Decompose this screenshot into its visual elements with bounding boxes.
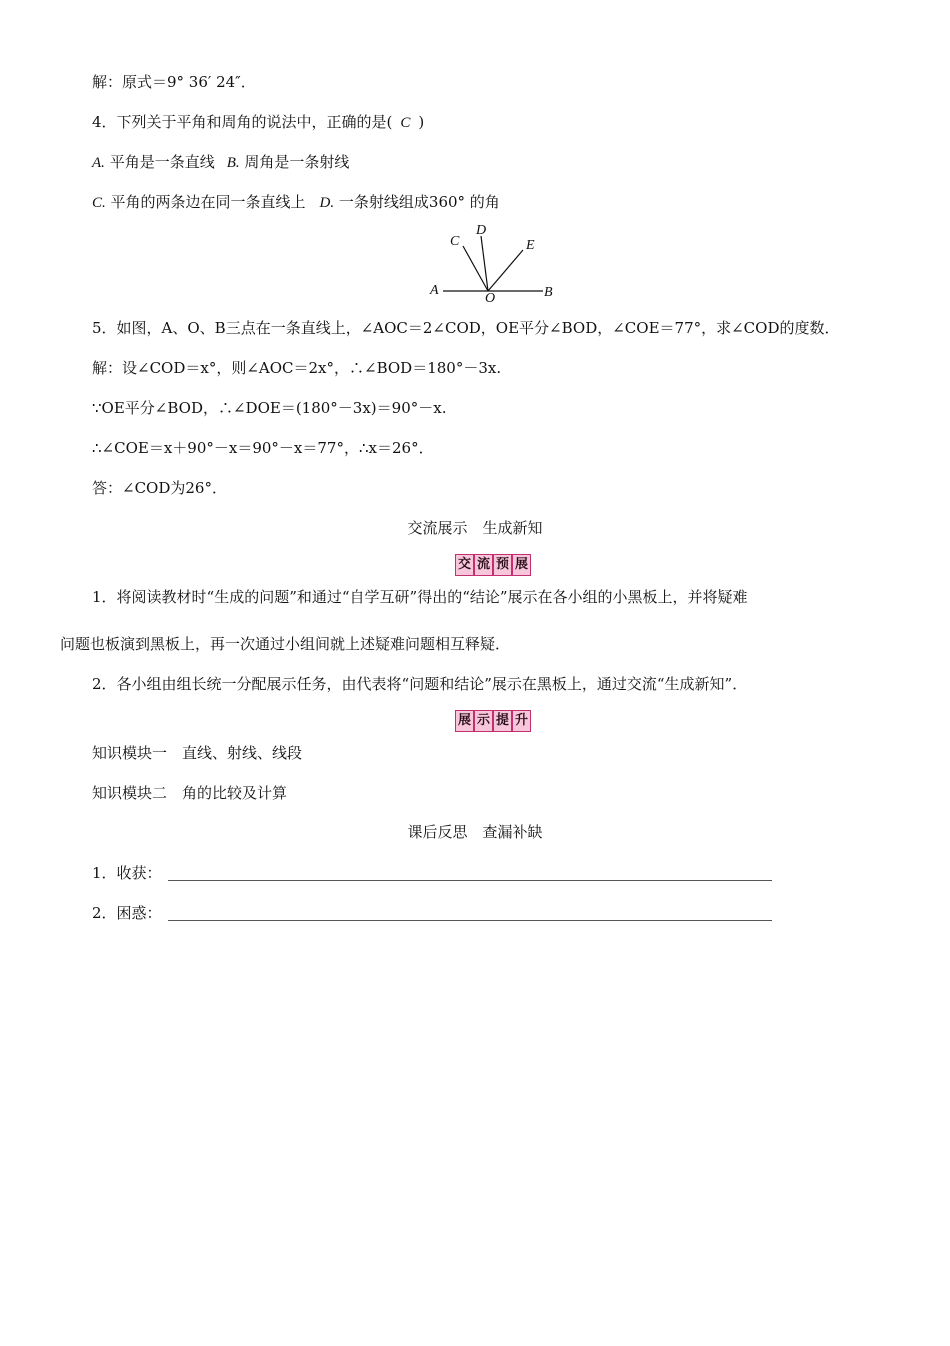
paragraph-2: 2．各小组由组长统一分配展示任务，由代表将“问题和结论”展示在黑板上，通过交流“生成新知”．: [92, 675, 748, 693]
ray-oc: [463, 246, 488, 291]
option-b-letter: B.: [226, 155, 240, 171]
solution-5-line-1: 解：设∠COD＝x°，则∠AOC＝2x°，∴∠BOD＝180°－3x.: [92, 359, 502, 377]
reflection-confusion-label: 2．困惑：: [92, 904, 162, 922]
question-4-stem-end: ): [418, 113, 425, 131]
reflection-confusion-blank: [168, 920, 772, 921]
reflection-gains-blank: [168, 880, 772, 881]
badge-char: 提: [493, 710, 512, 732]
option-b-text: 周角是一条射线: [239, 153, 350, 171]
badge-char: 展: [455, 710, 474, 732]
badge-char: 流: [474, 554, 493, 576]
label-o: O: [485, 291, 496, 306]
label-c: C: [450, 234, 460, 249]
paragraph-1-line-1: 1．将阅读教材时“生成的问题”和通过“自学互研”得出的“结论”展示在各小组的小黑板上，并将疑难: [92, 588, 748, 606]
label-e: E: [526, 238, 535, 253]
angle-figure: [425, 222, 565, 306]
solution-5-answer: 答：∠COD为26°．: [92, 479, 227, 497]
badge-char: 展: [512, 554, 531, 576]
label-d: D: [476, 223, 487, 238]
label-a: A: [430, 283, 439, 298]
solution-line-3: 解：原式＝9° 36′ 24″．: [92, 73, 256, 91]
paragraph-1-line-2: 问题也板演到黑板上，再一次通过小组间就上述疑难问题相互释疑．: [60, 635, 511, 653]
badge-char: 交: [455, 554, 474, 576]
solution-5-line-2: ∵OE平分∠BOD，∴∠DOE＝(180°－3x)＝90°－x.: [92, 399, 447, 417]
option-a-letter: A.: [92, 155, 105, 171]
question-4: [92, 112, 424, 133]
solution-5-line-3: ∴∠COE＝x＋90°－x＝90°－x＝77°，∴x＝26°．: [92, 439, 434, 457]
badge-char: 预: [493, 554, 512, 576]
badge-char: 升: [512, 710, 531, 732]
knowledge-module-1: 知识模块一 直线、射线、线段: [92, 744, 303, 762]
option-c-letter: C.: [92, 195, 106, 211]
ray-od: [481, 236, 488, 291]
label-b: B: [544, 285, 553, 300]
section-title-exchange: 交流展示 生成新知: [407, 519, 543, 537]
badge-exchange-preview: [455, 554, 531, 576]
badge-char: 示: [474, 710, 493, 732]
knowledge-module-2: 知识模块二 角的比较及计算: [92, 784, 288, 802]
option-d-letter: D.: [319, 195, 335, 211]
ray-oe: [488, 250, 523, 291]
option-c-text: 平角的两条边在同一条直线上: [105, 193, 306, 211]
question-5: 5．如图，A、O、B三点在一条直线上，∠AOC＝2∠COD，OE平分∠BOD，∠COE＝77°，求∠COD的度数．: [92, 319, 840, 337]
option-a-text: 平角是一条直线: [104, 153, 215, 171]
badge-show-improve: [455, 710, 531, 732]
reflection-gains-label: 1．收获：: [92, 864, 162, 882]
question-4-options-ab: [92, 152, 349, 173]
question-4-stem: 4．下列关于平角和周角的说法中，正确的是(: [92, 113, 393, 131]
option-d-text: 一条射线组成360° 的角: [334, 193, 500, 211]
question-4-options-cd: [92, 192, 500, 213]
question-4-answer: C: [400, 115, 411, 131]
section-title-reflection: 课后反思 查漏补缺: [407, 823, 543, 841]
